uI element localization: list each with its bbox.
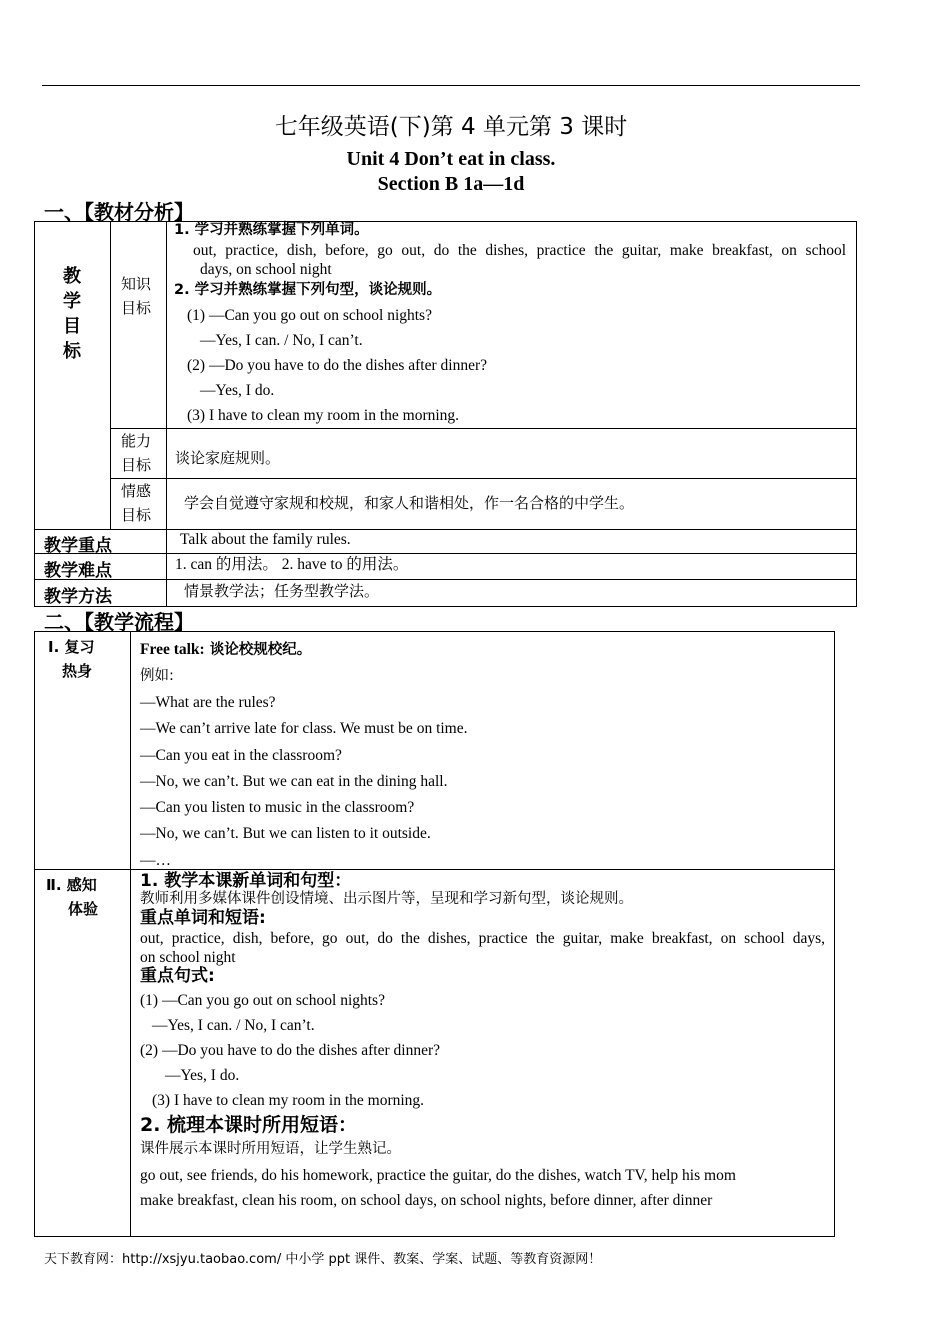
knowledge-sentence-5: (3) I have to clean my room in the morning. (187, 407, 460, 424)
step1-dialogue-line: —Can you listen to music in the classroom? (140, 799, 415, 816)
knowledge-sentence-4: —Yes, I do. (200, 382, 275, 399)
step2-pattern-3: (2) —Do you have to do the dishes after dinner? (140, 1042, 441, 1059)
header-rule (42, 85, 860, 86)
teaching-difficulty-text: 1. can 的用法。 2. have to 的用法。 (175, 556, 409, 573)
section-heading-analysis: 一、【教材分析】 (44, 200, 194, 224)
knowledge-sentence-1: (1) —Can you go out on school nights? (187, 307, 432, 324)
emotion-goal-label: 情感 目标 (120, 482, 151, 524)
step2-sub1-desc: 教师利用多媒体课件创设情境、出示图片等，呈现和学习新句型，谈论规则。 (140, 891, 633, 907)
ability-goal-text: 谈论家庭规则。 (175, 449, 281, 467)
ability-goal-label: 能力 目标 (120, 432, 151, 474)
knowledge-words-line2: days, on school night (200, 261, 332, 278)
page-title-cn: 七年级英语(下)第 4 单元第 3 课时 (274, 114, 628, 140)
teaching-focus-label: 教学重点 (44, 536, 112, 556)
step1-dialogue-line: —No, we can’t. But we can listen to it outside. (140, 825, 431, 842)
step2-words-line2: on school night (140, 949, 236, 966)
knowledge-item1-title: 1. 学习并熟练掌握下列单词。 (174, 222, 369, 238)
step1-dialogue-line: —We can’t arrive late for class. We must be on time. (140, 720, 468, 737)
step2-patterns-title: 重点句式: (140, 966, 215, 986)
step1-dialogue-line: —No, we can’t. But we can eat in the dining hall. (140, 773, 448, 790)
step1-dialogue-line: —… (140, 852, 171, 869)
step1-dialogue-line: —Can you eat in the classroom? (140, 747, 342, 764)
step2-label-line1: Ⅱ. 感知 (46, 876, 97, 894)
step2-phrases-line2: make breakfast, clean his room, on school days, on school nights, before dinner, after dinner (140, 1192, 713, 1209)
knowledge-sentence-3: (2) —Do you have to do the dishes after dinner? (187, 357, 488, 374)
step2-pattern-4: —Yes, I do. (165, 1067, 240, 1084)
knowledge-words-line1: out, practice, dish, before, go out, do the dishes, practice the guitar, make breakfast, on school (193, 242, 846, 259)
step2-words-line1: out, practice, dish, before, go out, do the dishes, practice the guitar, make breakfast, on school days, (140, 930, 825, 947)
step2-sub2-desc: 课件展示本课时所用短语，让学生熟记。 (140, 1141, 401, 1157)
teaching-difficulty-label: 教学难点 (44, 561, 112, 581)
step2-sub2-title: 2. 梳理本课时所用短语： (140, 1114, 358, 1136)
step1-label-line2: 热身 (62, 662, 93, 680)
knowledge-sentence-2: —Yes, I can. / No, I can’t. (200, 332, 363, 349)
emotion-goal-text: 学会自觉遵守家规和校规，和家人和谐相处，作一名合格的中学生。 (184, 494, 635, 512)
page-title-unit: Unit 4 Don’t eat in class. (346, 148, 556, 170)
footer-note: 天下教育网：http://xsjyu.taobao.com/ 中小学 ppt 课件、教案、学案、试题、等教育资源网！ (44, 1252, 602, 1267)
page-title-section: Section B 1a—1d (377, 173, 525, 195)
teaching-method-label: 教学方法 (44, 587, 112, 607)
step1-dialogue-line: —What are the rules? (140, 694, 276, 711)
teaching-method-text: 情景教学法；任务型教学法。 (184, 582, 380, 600)
step2-pattern-1: (1) —Can you go out on school nights? (140, 992, 385, 1009)
step2-label-line2: 体验 (68, 900, 99, 918)
teaching-goals-label: 教 学 目 标 (63, 266, 81, 362)
step1-label-line1: Ⅰ. 复习 (48, 638, 95, 656)
step2-pattern-5: (3) I have to clean my room in the morning. (152, 1092, 425, 1109)
knowledge-goal-label: 知识 目标 (120, 275, 151, 317)
step2-phrases-line1: go out, see friends, do his homework, practice the guitar, do the dishes, watch TV, help his mom (140, 1167, 736, 1184)
section-heading-process: 二、【教学流程】 (44, 610, 194, 634)
step1-example-label: 例如: (140, 668, 174, 684)
teaching-focus-text: Talk about the family rules. (180, 531, 351, 548)
knowledge-item2-title: 2. 学习并熟练掌握下列句型，谈论规则。 (174, 282, 442, 298)
step2-pattern-2: —Yes, I can. / No, I can’t. (152, 1017, 315, 1034)
step2-words-title: 重点单词和短语: (140, 908, 266, 928)
step2-sub1-title: 1. 教学本课新单词和句型： (140, 871, 352, 891)
step1-title: Free talk: 谈论校规校纪。 (140, 641, 312, 658)
